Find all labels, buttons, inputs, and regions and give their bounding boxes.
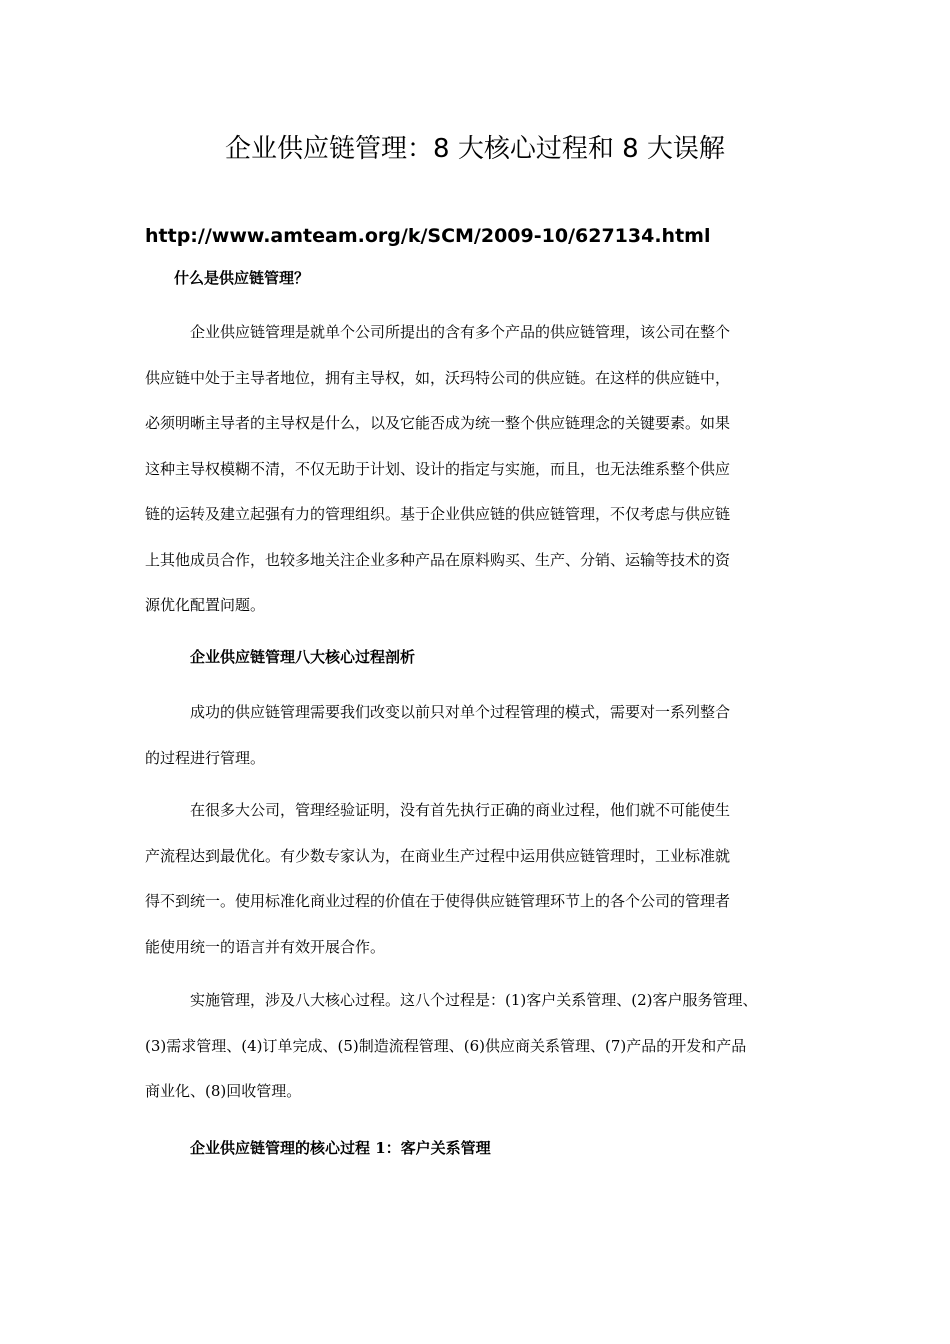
paragraph-line: 在很多大公司，管理经验证明，没有首先执行正确的商业过程，他们就不可能使生 [190,801,731,819]
paragraph-line: 能使用统一的语言并有效开展合作。 [145,937,386,956]
paragraph-line: 供应链中处于主导者地位，拥有主导权，如，沃玛特公司的供应链。在这样的供应链中， [145,368,731,387]
heading-core-process-1: 企业供应链管理的核心过程 1：客户关系管理 [190,1139,491,1157]
paragraph-line: 的过程进行管理。 [145,748,266,767]
paragraph-line: 产流程达到最优化。有少数专家认为，在商业生产过程中运用供应链管理时，工业标准就 [145,846,731,865]
paragraph-line: 成功的供应链管理需要我们改变以前只对单个过程管理的模式，需要对一系列整合 [190,703,731,721]
paragraph-integrated-management [145,690,805,781]
paragraph-line: 企业供应链管理是就单个公司所提出的含有多个产品的供应链管理，该公司在整个 [190,323,731,341]
paragraph-definition [145,310,805,629]
paragraph-business-process [145,788,805,970]
paragraph-line: 这种主导权模糊不清，不仅无助于计划、设计的指定与实施，而且，也无法维系整个供应 [145,459,731,478]
source-url: http://www.amteam.org/k/SCM/2009-10/627134.html [145,225,711,247]
heading-eight-core-processes: 企业供应链管理八大核心过程剖析 [190,648,416,666]
paragraph-line: 实施管理，涉及八大核心过程。这八个过程是：(1)客户关系管理、(2)客户服务管理、 [190,991,758,1009]
heading-what-is-scm: 什么是供应链管理？ [174,269,310,287]
paragraph-eight-processes-list [145,978,805,1115]
paragraph-line: 必须明晰主导者的主导权是什么，以及它能否成为统一整个供应链理念的关键要素。如果 [145,414,731,432]
paragraph-line: 源优化配置问题。 [145,596,266,614]
paragraph-line: 得不到统一。使用标准化商业过程的价值在于使得供应链管理环节上的各个公司的管理者 [145,892,731,910]
paragraph-line: (3)需求管理、(4)订单完成、(5)制造流程管理、(6)供应商关系管理、(7)产品的开发和产品 [145,1036,747,1055]
paragraph-line: 商业化、(8)回收管理。 [145,1082,302,1100]
paragraph-line: 上其他成员合作，也较多地关注企业多种产品在原料购买、生产、分销、运输等技术的资 [145,550,731,569]
document-title: 企业供应链管理：8 大核心过程和 8 大误解 [225,134,725,164]
paragraph-line: 链的运转及建立起强有力的管理组织。基于企业供应链的供应链管理，不仅考虑与供应链 [145,505,731,523]
